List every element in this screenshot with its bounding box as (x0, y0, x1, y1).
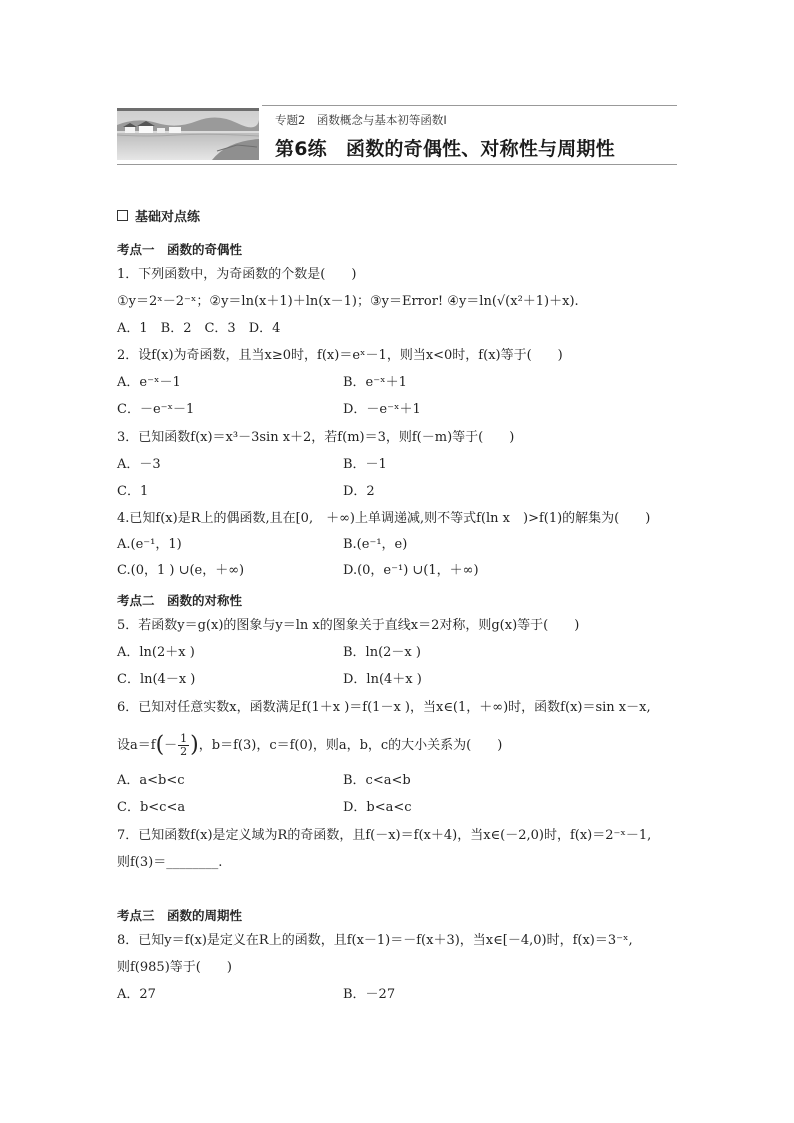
q2-option-c: C．－e⁻ˣ－1 (117, 402, 195, 417)
q3-option-d: D．2 (343, 484, 375, 499)
q2-option-d: D．－e⁻ˣ＋1 (343, 402, 421, 417)
q2-option-b: B．e⁻ˣ＋1 (343, 375, 407, 390)
topic-heading-parity: 考点一 函数的奇偶性 (117, 242, 243, 257)
q8-option-a: A．27 (117, 987, 156, 1002)
q4-stem: 4.已知f(x)是R上的偶函数,且在[0, ＋∞)上单调递减,则不等式f(ln x )>f(1)的解集为( ) (117, 511, 651, 526)
section-label: 基础对点练 (135, 210, 201, 225)
q6-option-d: D．b<a<c (343, 800, 412, 815)
q8-stem-cont: 则f(985)等于( ) (117, 960, 232, 975)
q1-stem: 1．下列函数中，为奇函数的个数是( ) (117, 267, 357, 282)
section-heading (117, 206, 200, 225)
q4-option-c: C.(0，1 ) ∪(e，＋∞) (117, 563, 245, 578)
header-subtitle: 专题2 函数概念与基本初等函数Ⅰ (275, 113, 447, 127)
q7-blank: 则f(3)＝________. (117, 855, 223, 870)
q4-option-a: A.(e⁻¹，1) (117, 537, 182, 552)
right-paren: ) (190, 732, 199, 758)
q6-option-c: C．b<c<a (117, 800, 186, 815)
fraction-numerator: 1 (180, 732, 188, 745)
q3-stem: 3．已知函数f(x)＝x³－3sin x＋2，若f(m)＝3，则f(－m)等于( ) (117, 430, 515, 445)
q4-option-d: D.(0，e⁻¹) ∪(1，＋∞) (343, 563, 479, 578)
header-bottom-rule (117, 164, 677, 165)
q8-stem: 8．已知y＝f(x)是定义在R上的函数，且f(x－1)＝－f(x＋3)，当x∈[－4,0)时，f(x)＝3⁻ˣ, (117, 933, 633, 948)
fraction-denominator: 2 (180, 745, 188, 758)
q6-cond-pre: 设a＝f (117, 738, 156, 753)
q8-option-b: B．－27 (343, 987, 396, 1002)
page-title: 第6练 函数的奇偶性、对称性与周期性 (275, 138, 615, 160)
q5-stem: 5．若函数y＝g(x)的图象与y＝ln x的图象关于直线x＝2对称，则g(x)等于( ) (117, 618, 580, 633)
q2-option-a: A．e⁻ˣ－1 (117, 375, 181, 390)
header-top-rule (262, 105, 677, 106)
q4-option-b: B.(e⁻¹，e) (343, 537, 408, 552)
topic-heading-symmetry: 考点二 函数的对称性 (117, 593, 243, 608)
header-landscape-image (117, 108, 259, 160)
q5-option-c: C．ln(4－x ) (117, 672, 196, 687)
q7-stem: 7．已知函数f(x)是定义域为R的奇函数，且f(－x)＝f(x＋4)，当x∈(－2,0)时，f(x)＝2⁻ˣ－1, (117, 828, 652, 843)
q3-option-c: C．1 (117, 484, 149, 499)
q5-option-b: B．ln(2－x ) (343, 645, 421, 660)
q6-option-a: A．a<b<c (117, 773, 185, 788)
q1-items: ①y＝2ˣ－2⁻ˣ；②y＝ln(x＋1)＋ln(x－1)；③y＝Error! ④y＝ln(√(x²＋1)＋x). (117, 294, 579, 309)
q6-cond-post: ，b＝f(3)，c＝f(0)，则a，b，c的大小关系为( ) (198, 738, 503, 753)
left-paren: ( (155, 732, 165, 758)
q1-options: A．1 B．2 C．3 D．4 (117, 321, 281, 336)
checkbox-square-icon (117, 210, 128, 221)
q6-condition: 设a＝f(－ $\frac{1}{2}$ )，b＝f(3)，c＝f(0)，则a，b，c的大小关系为( ) (117, 732, 503, 758)
q6-option-b: B．c<a<b (343, 773, 411, 788)
q3-option-b: B．－1 (343, 457, 387, 472)
q3-option-a: A．－3 (117, 457, 161, 472)
fraction-one-half (178, 733, 189, 758)
q2-stem: 2．设f(x)为奇函数，且当x≥0时，f(x)＝eˣ－1，则当x<0时，f(x)等于( ) (117, 348, 563, 363)
q5-option-d: D．ln(4＋x ) (343, 672, 422, 687)
topic-heading-periodicity: 考点三 函数的周期性 (117, 908, 243, 923)
q5-option-a: A．ln(2＋x ) (117, 645, 195, 660)
q6-stem: 6．已知对任意实数x，函数满足f(1＋x )＝f(1－x )，当x∈(1，＋∞)时，函数f(x)＝sin x－x, (117, 700, 651, 715)
